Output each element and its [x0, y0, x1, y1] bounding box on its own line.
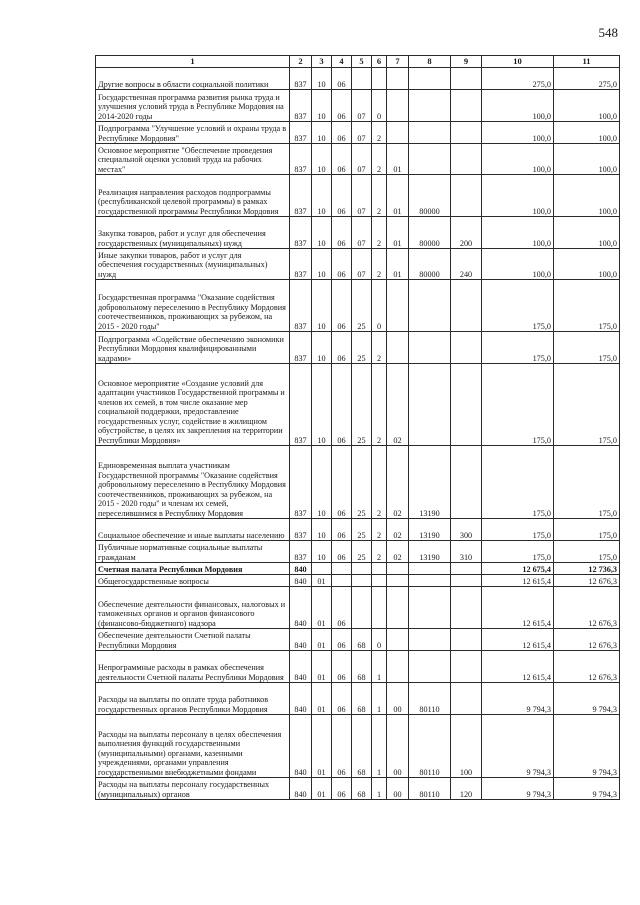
amount-2018-cell: 12 615,4	[482, 575, 554, 587]
amount-2018-cell: 12 615,4	[482, 651, 554, 683]
subsection-code-cell: 06	[332, 778, 352, 800]
activity-code-cell: 02	[387, 364, 409, 446]
activity-code-cell	[387, 563, 409, 575]
program-code-cell: 68	[352, 778, 372, 800]
expense-direction-cell	[409, 280, 451, 332]
admin-code-cell: 840	[290, 587, 312, 629]
amount-2018-cell: 12 615,4	[482, 587, 554, 629]
expense-type-cell	[451, 332, 482, 364]
subprogram-code-cell: 2	[372, 249, 387, 280]
expense-type-cell: 240	[451, 249, 482, 280]
subsection-code-cell: 06	[332, 68, 352, 90]
admin-code-cell: 837	[290, 122, 312, 144]
expense-direction-cell	[409, 629, 451, 651]
section-code-cell: 01	[312, 683, 332, 715]
expense-direction-cell: 80110	[409, 778, 451, 800]
column-header-5: 5	[352, 56, 372, 68]
row-name-cell: Государственная программа "Оказание содействия добровольному переселению в Республику Мордовия соотечественников, проживающих за рубежом, на 2015 - 2020 годы"	[96, 280, 290, 332]
row-name-cell: Подпрограмма «Содействие обеспечению экономики Республики Мордовия квалифицированными кадрами»	[96, 332, 290, 364]
admin-code-cell: 840	[290, 563, 312, 575]
table-row	[96, 778, 620, 800]
expense-direction-cell	[409, 144, 451, 175]
admin-code-cell: 837	[290, 175, 312, 217]
subsection-code-cell: 06	[332, 175, 352, 217]
subprogram-code-cell: 1	[372, 778, 387, 800]
program-code-cell: 68	[352, 629, 372, 651]
section-code-cell: 10	[312, 364, 332, 446]
column-header-11: 11	[554, 56, 620, 68]
section-code-cell: 10	[312, 541, 332, 563]
row-name-cell: Обеспечение деятельности финансовых, налоговых и таможенных органов и органов финансового (финансово-бюджетного) надзора	[96, 587, 290, 629]
row-name-cell: Основное мероприятие «Создание условий для адаптации участников Государственной программы и членов их семей, в том числе оказание мер социальной поддержки, предоставление государственных услуг, содействие в жилищном обустройстве, в целях их закрепления на территории Республики Мордовия»	[96, 364, 290, 446]
table-row	[96, 563, 620, 575]
program-code-cell: 25	[352, 364, 372, 446]
row-name-cell: Социальное обеспечение и иные выплаты населению	[96, 519, 290, 541]
amount-2019-cell: 175,0	[554, 519, 620, 541]
column-header-8: 8	[409, 56, 451, 68]
subsection-code-cell: 06	[332, 629, 352, 651]
amount-2018-cell: 100,0	[482, 90, 554, 122]
amount-2019-cell: 175,0	[554, 332, 620, 364]
expense-type-cell	[451, 90, 482, 122]
program-code-cell: 68	[352, 715, 372, 778]
expense-type-cell	[451, 446, 482, 519]
admin-code-cell: 837	[290, 217, 312, 249]
subprogram-code-cell: 0	[372, 280, 387, 332]
expense-type-cell	[451, 683, 482, 715]
subprogram-code-cell: 2	[372, 364, 387, 446]
amount-2019-cell: 175,0	[554, 364, 620, 446]
activity-code-cell	[387, 575, 409, 587]
expense-direction-cell: 13190	[409, 541, 451, 563]
column-header-9: 9	[451, 56, 482, 68]
column-header-1: 1	[96, 56, 290, 68]
table-row	[96, 715, 620, 778]
program-code-cell: 07	[352, 144, 372, 175]
expense-type-cell: 300	[451, 519, 482, 541]
subprogram-code-cell: 0	[372, 90, 387, 122]
table-row	[96, 217, 620, 249]
row-name-cell: Общегосударственные вопросы	[96, 575, 290, 587]
expense-type-cell	[451, 563, 482, 575]
expense-type-cell: 200	[451, 217, 482, 249]
activity-code-cell: 01	[387, 217, 409, 249]
amount-2019-cell: 100,0	[554, 217, 620, 249]
amount-2018-cell: 100,0	[482, 175, 554, 217]
expense-type-cell: 310	[451, 541, 482, 563]
program-code-cell: 25	[352, 446, 372, 519]
subsection-code-cell: 06	[332, 280, 352, 332]
table-row	[96, 651, 620, 683]
program-code-cell: 68	[352, 683, 372, 715]
amount-2018-cell: 175,0	[482, 332, 554, 364]
expense-type-cell: 120	[451, 778, 482, 800]
activity-code-cell: 00	[387, 683, 409, 715]
subsection-code-cell: 06	[332, 217, 352, 249]
amount-2019-cell: 12 676,3	[554, 575, 620, 587]
table-row	[96, 446, 620, 519]
expense-type-cell	[451, 629, 482, 651]
expense-direction-cell: 80000	[409, 175, 451, 217]
section-code-cell: 10	[312, 122, 332, 144]
subsection-code-cell: 06	[332, 122, 352, 144]
amount-2018-cell: 9 794,3	[482, 715, 554, 778]
subprogram-code-cell: 1	[372, 683, 387, 715]
table-row	[96, 364, 620, 446]
header-row	[96, 56, 620, 68]
table-row	[96, 249, 620, 280]
amount-2019-cell: 100,0	[554, 144, 620, 175]
expense-direction-cell	[409, 332, 451, 364]
program-code-cell	[352, 68, 372, 90]
subprogram-code-cell: 2	[372, 446, 387, 519]
activity-code-cell	[387, 68, 409, 90]
subprogram-code-cell	[372, 587, 387, 629]
expense-direction-cell: 80000	[409, 249, 451, 280]
section-code-cell: 01	[312, 629, 332, 651]
subsection-code-cell	[332, 563, 352, 575]
column-header-2: 2	[290, 56, 312, 68]
expense-type-cell: 100	[451, 715, 482, 778]
activity-code-cell	[387, 629, 409, 651]
amount-2019-cell: 9 794,3	[554, 683, 620, 715]
admin-code-cell: 837	[290, 90, 312, 122]
admin-code-cell: 840	[290, 629, 312, 651]
program-code-cell: 68	[352, 651, 372, 683]
row-name-cell: Обеспечение деятельности Счетной палаты Республики Мордовия	[96, 629, 290, 651]
expense-type-cell	[451, 175, 482, 217]
amount-2018-cell: 175,0	[482, 541, 554, 563]
section-code-cell: 10	[312, 446, 332, 519]
expense-direction-cell	[409, 122, 451, 144]
row-name-cell: Расходы на выплаты персоналу в целях обеспечения выполнения функций государственными (муниципальными) органами, казенными учреждениями, органами управления государственными внебюджетными фондами	[96, 715, 290, 778]
expense-direction-cell: 13190	[409, 446, 451, 519]
section-code-cell: 10	[312, 519, 332, 541]
table-row	[96, 629, 620, 651]
table-body	[96, 68, 620, 800]
row-name-cell: Расходы на выплаты персоналу государственных (муниципальных) органов	[96, 778, 290, 800]
admin-code-cell: 837	[290, 68, 312, 90]
subsection-code-cell: 06	[332, 90, 352, 122]
expense-direction-cell	[409, 68, 451, 90]
budget-table	[95, 55, 620, 800]
admin-code-cell: 840	[290, 715, 312, 778]
column-header-7: 7	[387, 56, 409, 68]
admin-code-cell: 837	[290, 446, 312, 519]
row-name-cell: Основное мероприятие "Обеспечение проведения специальной оценки условий труда на рабочих местах"	[96, 144, 290, 175]
amount-2019-cell: 175,0	[554, 280, 620, 332]
amount-2018-cell: 100,0	[482, 217, 554, 249]
row-name-cell: Подпрограмма "Улучшение условий и охраны труда в Республике Мордовия"	[96, 122, 290, 144]
amount-2018-cell: 100,0	[482, 144, 554, 175]
activity-code-cell: 00	[387, 715, 409, 778]
admin-code-cell: 837	[290, 364, 312, 446]
expense-direction-cell	[409, 587, 451, 629]
amount-2018-cell: 12 675,4	[482, 563, 554, 575]
admin-code-cell: 840	[290, 683, 312, 715]
amount-2019-cell: 100,0	[554, 175, 620, 217]
subsection-code-cell: 06	[332, 651, 352, 683]
activity-code-cell	[387, 122, 409, 144]
program-code-cell: 25	[352, 280, 372, 332]
section-code-cell: 10	[312, 280, 332, 332]
row-name-cell: Иные закупки товаров, работ и услуг для обеспечения государственных (муниципальных) нужд	[96, 249, 290, 280]
subsection-code-cell: 06	[332, 446, 352, 519]
subsection-code-cell: 06	[332, 332, 352, 364]
section-code-cell: 10	[312, 217, 332, 249]
column-header-10: 10	[482, 56, 554, 68]
subprogram-code-cell: 1	[372, 715, 387, 778]
amount-2019-cell: 12 676,3	[554, 629, 620, 651]
row-name-cell: Счетная палата Республики Мордовия	[96, 563, 290, 575]
expense-direction-cell	[409, 364, 451, 446]
table-row	[96, 587, 620, 629]
expense-direction-cell	[409, 651, 451, 683]
subsection-code-cell: 06	[332, 715, 352, 778]
section-code-cell: 01	[312, 587, 332, 629]
activity-code-cell	[387, 280, 409, 332]
activity-code-cell: 02	[387, 446, 409, 519]
amount-2019-cell: 175,0	[554, 446, 620, 519]
subsection-code-cell: 06	[332, 683, 352, 715]
table-row	[96, 68, 620, 90]
admin-code-cell: 840	[290, 575, 312, 587]
row-name-cell: Реализация направления расходов подпрограммы (республиканской целевой программы) в рамках государственной программы Республики Мордовия	[96, 175, 290, 217]
table-row	[96, 541, 620, 563]
table-row	[96, 144, 620, 175]
expense-type-cell	[451, 122, 482, 144]
program-code-cell: 07	[352, 122, 372, 144]
admin-code-cell: 840	[290, 778, 312, 800]
program-code-cell: 07	[352, 217, 372, 249]
amount-2019-cell: 100,0	[554, 90, 620, 122]
amount-2018-cell: 9 794,3	[482, 778, 554, 800]
table-row	[96, 332, 620, 364]
subprogram-code-cell	[372, 68, 387, 90]
subprogram-code-cell: 2	[372, 519, 387, 541]
section-code-cell: 10	[312, 175, 332, 217]
subsection-code-cell: 06	[332, 541, 352, 563]
section-code-cell: 10	[312, 144, 332, 175]
expense-direction-cell	[409, 90, 451, 122]
amount-2018-cell: 175,0	[482, 519, 554, 541]
table-row	[96, 175, 620, 217]
section-code-cell: 10	[312, 90, 332, 122]
section-code-cell: 10	[312, 68, 332, 90]
admin-code-cell: 837	[290, 541, 312, 563]
admin-code-cell: 837	[290, 332, 312, 364]
expense-type-cell	[451, 144, 482, 175]
expense-type-cell	[451, 364, 482, 446]
expense-type-cell	[451, 575, 482, 587]
subprogram-code-cell: 2	[372, 332, 387, 364]
expense-direction-cell: 80000	[409, 217, 451, 249]
activity-code-cell: 01	[387, 175, 409, 217]
amount-2019-cell: 100,0	[554, 249, 620, 280]
column-header-6: 6	[372, 56, 387, 68]
row-name-cell: Публичные нормативные социальные выплаты гражданам	[96, 541, 290, 563]
table-row	[96, 575, 620, 587]
subsection-code-cell: 06	[332, 364, 352, 446]
table-row	[96, 90, 620, 122]
column-header-4: 4	[332, 56, 352, 68]
amount-2018-cell: 275,0	[482, 68, 554, 90]
amount-2018-cell: 100,0	[482, 122, 554, 144]
subprogram-code-cell: 0	[372, 629, 387, 651]
program-code-cell: 07	[352, 175, 372, 217]
program-code-cell: 25	[352, 519, 372, 541]
expense-direction-cell: 80110	[409, 715, 451, 778]
amount-2019-cell: 12 736,3	[554, 563, 620, 575]
amount-2018-cell: 175,0	[482, 446, 554, 519]
subprogram-code-cell: 1	[372, 651, 387, 683]
activity-code-cell: 02	[387, 541, 409, 563]
amount-2018-cell: 12 615,4	[482, 629, 554, 651]
admin-code-cell: 837	[290, 280, 312, 332]
amount-2018-cell: 100,0	[482, 249, 554, 280]
subsection-code-cell	[332, 575, 352, 587]
table-row	[96, 683, 620, 715]
amount-2019-cell: 275,0	[554, 68, 620, 90]
expense-direction-cell	[409, 563, 451, 575]
expense-type-cell	[451, 587, 482, 629]
row-name-cell: Другие вопросы в области социальной политики	[96, 68, 290, 90]
activity-code-cell	[387, 587, 409, 629]
activity-code-cell: 00	[387, 778, 409, 800]
amount-2018-cell: 175,0	[482, 280, 554, 332]
table-row	[96, 122, 620, 144]
subprogram-code-cell: 2	[372, 175, 387, 217]
program-code-cell: 25	[352, 332, 372, 364]
row-name-cell: Расходы на выплаты по оплате труда работников государственных органов Республики Мордовия	[96, 683, 290, 715]
program-code-cell	[352, 575, 372, 587]
section-code-cell: 10	[312, 332, 332, 364]
amount-2019-cell: 12 676,3	[554, 587, 620, 629]
row-name-cell: Закупка товаров, работ и услуг для обеспечения государственных (муниципальных) нужд	[96, 217, 290, 249]
amount-2019-cell: 12 676,3	[554, 651, 620, 683]
page-number: 548	[598, 25, 618, 40]
expense-type-cell	[451, 651, 482, 683]
section-code-cell: 01	[312, 778, 332, 800]
activity-code-cell: 01	[387, 144, 409, 175]
expense-type-cell	[451, 280, 482, 332]
amount-2018-cell: 9 794,3	[482, 683, 554, 715]
amount-2019-cell: 100,0	[554, 122, 620, 144]
subsection-code-cell: 06	[332, 249, 352, 280]
row-name-cell: Единовременная выплата участникам Государственной программы "Оказание содействия добровольному переселению в Республику Мордовия соотечественников, проживающих за рубежом, на 2015 - 2020 годы" и членам их семей, переселившимся в Республику Мордовия	[96, 446, 290, 519]
section-code-cell	[312, 563, 332, 575]
table-row	[96, 280, 620, 332]
section-code-cell: 10	[312, 249, 332, 280]
admin-code-cell: 837	[290, 249, 312, 280]
program-code-cell	[352, 563, 372, 575]
subsection-code-cell: 06	[332, 144, 352, 175]
subsection-code-cell: 06	[332, 519, 352, 541]
subprogram-code-cell: 2	[372, 541, 387, 563]
section-code-cell: 01	[312, 651, 332, 683]
expense-direction-cell: 80110	[409, 683, 451, 715]
subprogram-code-cell: 2	[372, 217, 387, 249]
row-name-cell: Непрограммные расходы в рамках обеспечения деятельности Счетной палаты Республики Мордовия	[96, 651, 290, 683]
activity-code-cell	[387, 90, 409, 122]
expense-direction-cell: 13190	[409, 519, 451, 541]
subprogram-code-cell: 2	[372, 122, 387, 144]
expense-type-cell	[451, 68, 482, 90]
program-code-cell: 07	[352, 90, 372, 122]
activity-code-cell	[387, 651, 409, 683]
admin-code-cell: 837	[290, 144, 312, 175]
program-code-cell: 25	[352, 541, 372, 563]
amount-2019-cell: 9 794,3	[554, 715, 620, 778]
program-code-cell: 07	[352, 249, 372, 280]
activity-code-cell: 02	[387, 519, 409, 541]
section-code-cell: 01	[312, 575, 332, 587]
subprogram-code-cell: 2	[372, 144, 387, 175]
subprogram-code-cell	[372, 575, 387, 587]
activity-code-cell: 01	[387, 249, 409, 280]
section-code-cell: 01	[312, 715, 332, 778]
amount-2019-cell: 175,0	[554, 541, 620, 563]
column-header-3: 3	[312, 56, 332, 68]
expense-direction-cell	[409, 575, 451, 587]
amount-2018-cell: 175,0	[482, 364, 554, 446]
subprogram-code-cell	[372, 563, 387, 575]
subsection-code-cell: 06	[332, 587, 352, 629]
row-name-cell: Государственная программа развития рынка труда и улучшения условий труда в Республике Мордовия на 2014-2020 годы	[96, 90, 290, 122]
admin-code-cell: 837	[290, 519, 312, 541]
amount-2019-cell: 9 794,3	[554, 778, 620, 800]
admin-code-cell: 840	[290, 651, 312, 683]
table-row	[96, 519, 620, 541]
program-code-cell	[352, 587, 372, 629]
activity-code-cell	[387, 332, 409, 364]
